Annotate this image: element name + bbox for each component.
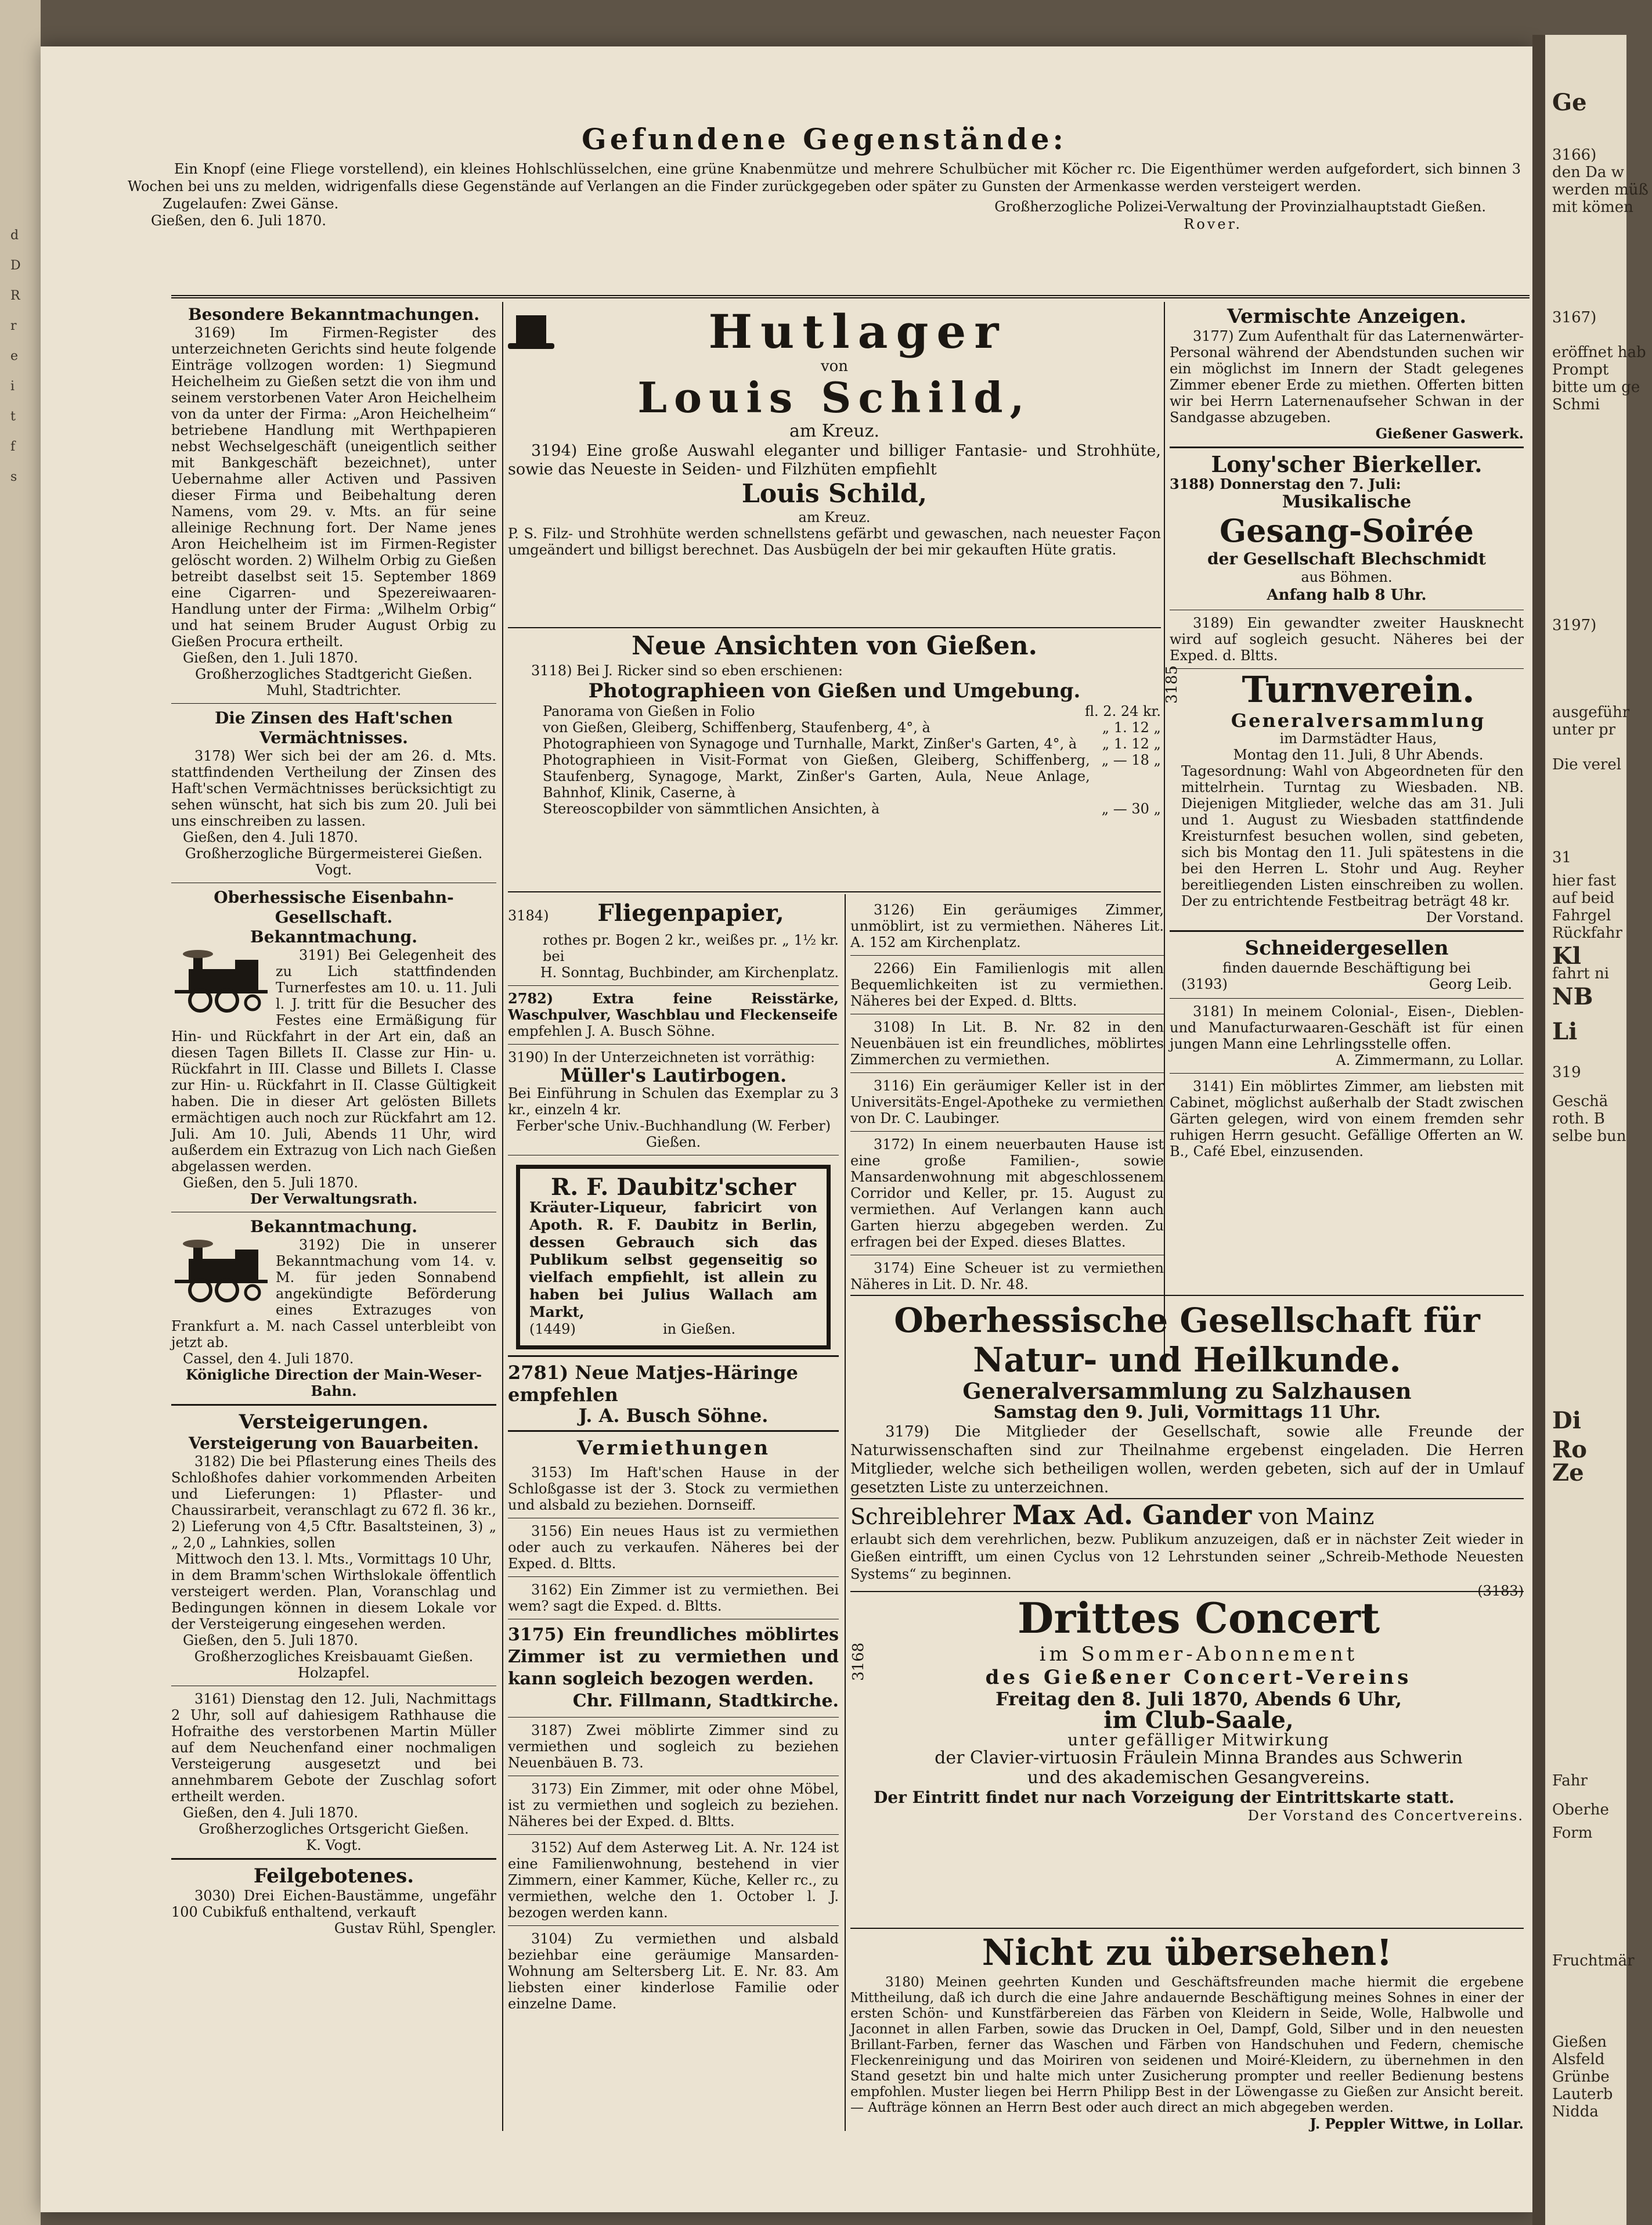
concert-line-9: Der Vorstand des Concertvereins. xyxy=(1247,1808,1524,1824)
auction-3161-name: K. Vogt. xyxy=(306,1837,362,1853)
next-page-fragment: Fahr xyxy=(1552,1772,1588,1790)
for-sale-3030-name: Gustav Rühl, Spengler. xyxy=(334,1920,496,1936)
found-items-text: Ein Knopf (eine Fliege vorstellend), ein kleines Hohlschlüsselchen, eine grüne Knabenmütze und mehrere Schulbücher mit Köcher rc. Die Eigenthümer werden aufgefordert, sich binnen 3 Wochen bei uns zu melden, widrigenfalls diese Gegenstände auf Verlangen an die Finder zurückgegeben oder später zu Gunsten der Armenkasse werden versteigert werden. xyxy=(128,161,1521,195)
next-page-fragment: auf beid xyxy=(1552,890,1615,907)
bierkeller-date: 3188) Donnerstag den 7. Juli: xyxy=(1170,476,1401,492)
rule xyxy=(508,1834,839,1835)
rule xyxy=(850,1131,1164,1132)
auction-3182-name: Holzapfel. xyxy=(298,1665,370,1681)
auction-3161-date: Gießen, den 4. Juli 1870. xyxy=(183,1805,358,1821)
concert-line-5: unter gefälliger Mitwirkung xyxy=(1067,1730,1330,1749)
hutlager-signature: Louis Schild, xyxy=(741,479,928,509)
next-page-fragment: Li xyxy=(1552,1018,1578,1045)
rental-item: 3156) Ein neues Haus ist zu vermiethen oder auch zu verkaufen. Näheres bei der Exped. d. Bltts. xyxy=(508,1523,839,1572)
society-when: Samstag den 9. Juli, Vormittags 11 Uhr. xyxy=(993,1402,1381,1423)
haft-signer: Großherzogliche Bürgermeisterei Gießen. xyxy=(185,845,483,862)
column-2 xyxy=(508,897,839,2128)
hutlager-text: 3194) Eine große Auswahl eleganter und billiger Fantasie- und Strohhüte, sowie das Neueste in Seiden- und Filzhüten empfiehlt xyxy=(508,442,1161,478)
next-page-fragment: Rückfahr xyxy=(1552,924,1622,942)
locomotive-icon xyxy=(171,1239,270,1303)
lautir-text: 3190) In der Unterzeichneten ist vorräthig: xyxy=(508,1049,816,1065)
header-rule xyxy=(171,295,1530,298)
tailor-title: Schneidergesellen xyxy=(1245,937,1449,960)
mainweser-text: 3192) Die in unserer Bekanntmachung vom 14. v. M. für jeden Sonnabend angekündigte Beförderung eines Extrazuges von Frankfurt a. M. nach Cassel unterbleibt von jetzt ab. xyxy=(171,1237,496,1351)
next-page-fragment: Grünbe xyxy=(1552,2068,1610,2086)
gander-post: von Mainz xyxy=(1258,1504,1375,1529)
flypaper-name: H. Sonntag, Buchbinder, am Kirchenplatz. xyxy=(540,964,839,981)
next-page-fragment: Ze xyxy=(1552,1459,1584,1486)
next-page-fragment: Di xyxy=(1552,1407,1581,1434)
column-rule-1 xyxy=(502,302,503,2131)
bierkeller-title: Lony'scher Bierkeller. xyxy=(1211,451,1483,477)
column-3 xyxy=(850,897,1164,1292)
next-page-fragment: selbe bun xyxy=(1552,1128,1626,1145)
price-value: „ 1. 12 „ xyxy=(1102,719,1161,736)
starch-name: empfehlen J. A. Busch Söhne. xyxy=(508,1023,716,1039)
rental-item: 2266) Ein Familienlogis mit allen Bequemlichkeiten ist zu vermiethen. Näheres bei der Exped. d. Bltts. xyxy=(850,960,1164,1009)
rule xyxy=(850,955,1164,956)
rental-3175: 3175) Ein freundliches möblirtes Zimmer ist zu vermiethen und kann sogleich bezogen werden. xyxy=(508,1625,839,1689)
next-page-fragment: mit kömen xyxy=(1552,199,1633,216)
turnverein-number: 3185 xyxy=(1163,665,1181,704)
price-value: „ — 30 „ xyxy=(1101,801,1161,817)
dyeing-name: J. Peppler Wittwe, in Lollar. xyxy=(1310,2115,1524,2132)
misc-ad-3181-name: A. Zimmermann, zu Lollar. xyxy=(1336,1052,1524,1068)
next-page-fragment: 3197) xyxy=(1552,617,1597,634)
concert-line-3: Freitag den 8. Juli 1870, Abends 6 Uhr, xyxy=(995,1688,1402,1710)
society-sub: Generalversammlung zu Salzhausen xyxy=(962,1378,1412,1404)
turnverein-name: Der Vorstand. xyxy=(1426,909,1524,926)
rule xyxy=(850,1928,1524,1929)
newspaper-page xyxy=(41,46,1532,2212)
rental-item: 3187) Zwei möblirte Zimmer sind zu vermiethen und sogleich zu beziehen Neuenbäuen B. 73. xyxy=(508,1722,839,1771)
binding-letter: R xyxy=(10,289,20,303)
rental-item: 3162) Ein Zimmer ist zu vermiethen. Bei wem? sagt die Exped. d. Bltts. xyxy=(508,1582,839,1614)
misc-ad-3181: 3181) In meinem Colonial-, Eisen-, Dieblen- und Manufacturwaaren-Geschäft ist für einen jungen Mann eine Lehrlingsstelle offen. xyxy=(1170,1003,1524,1052)
next-page-fragment: Prompt xyxy=(1552,361,1609,379)
views-ad xyxy=(508,630,1161,891)
for-sale-title: Feilgebotenes. xyxy=(253,1864,414,1888)
hutlager-title: Hutlager xyxy=(708,304,1007,359)
views-intro: 3118) Bei J. Ricker sind so eben erschienen: xyxy=(531,663,843,679)
concert-line-2: des Gießener Concert-Vereins xyxy=(985,1666,1412,1689)
next-page-fragment: Lauterb xyxy=(1552,2086,1613,2103)
next-page-fragment: Fahrgel xyxy=(1552,907,1611,924)
concert-line-6: der Clavier-virtuosin Fräulein Minna Brandes aus Schwerin xyxy=(935,1748,1463,1768)
next-page-fragment: Schmi xyxy=(1552,396,1600,413)
next-page-fragment: bitte um ge xyxy=(1552,379,1640,396)
flypaper-title: Fliegenpapier, xyxy=(597,899,784,927)
hutlager-place: am Kreuz. xyxy=(789,421,880,441)
next-page-fragment: hier fast xyxy=(1552,872,1617,890)
auctions-subtitle: Versteigerung von Bauarbeiten. xyxy=(188,1434,479,1453)
rental-item: 3108) In Lit. B. Nr. 82 in den Neuenbäuen ist ein freundliches, möblirtes Zimmerchen zu vermiethen. xyxy=(850,1019,1164,1068)
announcement-3169-name: Muhl, Stadtrichter. xyxy=(266,682,402,699)
views-price-list xyxy=(508,703,1161,817)
binding-letter: e xyxy=(10,349,19,363)
misc-ad-3189: 3189) Ein gewandter zweiter Hausknecht wird auf sogleich gesucht. Näheres bei der Exped. d. Bltts. xyxy=(1170,615,1524,664)
misc-ad-3177-name: Gießener Gaswerk. xyxy=(1375,425,1524,442)
bierkeller-sub: Musikalische xyxy=(1282,492,1412,512)
rental-item: 3173) Ein Zimmer, mit oder ohne Möbel, ist zu vermiethen und sogleich zu beziehen. Näheres bei der Exped. d. Bltts. xyxy=(508,1781,839,1830)
binding-letter: s xyxy=(10,470,17,484)
next-page-fragment: Geschä xyxy=(1552,1093,1608,1110)
daubitz-number: (1449) xyxy=(529,1321,576,1337)
misc-ad-3177: 3177) Zum Aufenthalt für das Laternenwärter-Personal während der Abendstunden suchen wir ein möglichst im Innern der Stadt gelegenes Zimmer ebener Erde zu miethen. Offerten bitten wir bei Herrn Laternenaufseher Schwan in der Sandgasse abzugeben. xyxy=(1170,328,1524,426)
auction-3182-signer: Großherzogliches Kreisbauamt Gießen. xyxy=(194,1648,474,1665)
price-label: Photographieen von Synagoge und Turnhalle, Markt, Zinßer's Garten, 4°, à xyxy=(543,736,1077,752)
herring-text: 2781) Neue Matjes-Häringe empfehlen xyxy=(508,1362,798,1406)
misc-ads-title: Vermischte Anzeigen. xyxy=(1227,305,1467,328)
next-page-strip xyxy=(1544,35,1649,2225)
next-page-fragment: Fruchtmär xyxy=(1552,1952,1635,1970)
turnverein-when: Montag den 11. Juli, 8 Uhr Abends. xyxy=(1233,747,1484,763)
next-page-fragment: Nidda xyxy=(1552,2103,1599,2120)
next-page-fragment: Oberhe xyxy=(1552,1801,1609,1819)
next-page-fragment: fahrt ni xyxy=(1552,965,1610,982)
turnverein-title: Turnverein. xyxy=(1242,668,1475,711)
haft-title: Die Zinsen des Haft'schen Vermächtnisses. xyxy=(215,708,453,747)
railway-text: 3191) Bei Gelegenheit des zu Lich stattfindenden Turnerfestes am 10. u. 11. Juli l. J. tritt für die Besucher des Festes eine Ermäßigung für Hin- und Rückfahrt in der Art ein, daß an diesen Tagen Billets II. Classe zur Hin- u. Rückfahrt in III. Classe und Billets I. Classe zur Hin- u. Rückfahrt in II. Classe Gültigkeit haben. Die in dieser Art gelösten Billets ermächtigen auch noch zur Rückfahrt am 12. Juli. Am 10. Juli, Abends 11 Uhr, wird außerdem ein Extrazug von Lich nach Gießen abgelassen werden. xyxy=(171,947,496,1175)
bierkeller-line: der Gesellschaft Blechschmidt xyxy=(1207,549,1486,568)
rule xyxy=(850,1591,1524,1592)
concert-line-4: im Club-Saale, xyxy=(1103,1706,1294,1734)
price-value: fl. 2. 24 kr. xyxy=(1085,703,1161,719)
rentals-list-c xyxy=(850,902,1164,1292)
society-title: Oberhessische Gesellschaft für Natur- und Heilkunde. xyxy=(894,1301,1480,1380)
turnverein-sub: Generalversammlung xyxy=(1231,710,1486,732)
writing-teacher-ad xyxy=(850,1499,1524,1599)
top-hat-icon xyxy=(508,313,554,354)
price-label: Stereoscopbilder von sämmtlichen Ansichten, à xyxy=(543,801,880,817)
next-page-fragment: werden müß xyxy=(1552,181,1649,199)
rule xyxy=(850,1072,1164,1073)
price-row xyxy=(543,703,1161,719)
auction-3182: 3182) Die bei Pflasterung eines Theils des Schloßhofes dahier vorkommenden Arbeiten und Lieferungen: 1) Pflaster- und Chaussirarbeit, veranschlagt zu 672 fl. 36 kr., 2) Lieferung von 4,5 Cftr. Basaltsteinen, 3) „ „ 2,0 „ Lahnkies, sollen xyxy=(171,1453,496,1551)
society-text: 3179) Die Mitglieder der Gesellschaft, sowie alle Freunde der Naturwissenschaften sind zur Theilnahme ergebenst eingeladen. Die Herren Mitglieder, welche sich betheiligen wollen, werden gebeten, sich auf der in Umlauf gesetzten Liste zu unterzeichnen. xyxy=(850,1423,1524,1496)
price-row xyxy=(543,752,1161,801)
concert-title: Drittes Concert xyxy=(1017,1593,1380,1643)
rule xyxy=(508,1925,839,1926)
concert-line-1: im Sommer-Abonnement xyxy=(1039,1643,1358,1666)
auction-3161-signer: Großherzogliches Ortsgericht Gießen. xyxy=(199,1821,469,1837)
next-page-fragment: Ge xyxy=(1552,89,1587,116)
tailor-name: Georg Leib. xyxy=(1429,976,1512,992)
binding-letter: i xyxy=(10,379,15,394)
rentals-list-a xyxy=(508,1464,839,1614)
next-page-fragment: eröffnet hab xyxy=(1552,344,1646,361)
found-items-signer: Großherzogliche Polizei-Verwaltung der Provinzialhauptstadt Gießen. xyxy=(994,199,1486,215)
rentals-list-b xyxy=(508,1717,839,2012)
next-page-fragment: Ro xyxy=(1552,1436,1587,1463)
rule xyxy=(850,1295,1524,1296)
hutlager-name: Louis Schild, xyxy=(637,373,1031,422)
locomotive-icon xyxy=(171,949,270,1013)
announcements-title: Besondere Bekanntmachungen. xyxy=(187,305,480,324)
announcement-3169: 3169) Im Firmen-Register des unterzeichneten Gerichts sind heute folgende Einträge vollzogen worden: 1) Siegmund Heichelheim zu Gießen setzt die von ihm und seinem verstorbenen Vater Aron Heichelheim von da unter der Firma: „Aron Heichelheim“ betriebene Handlung mit Werthpapieren nebst Wechselgeschäft (uneigentlich seither mit Bankgeschäft bezeichnet), unter Uebernahme aller Activen und Passiven dieser Firma und Beibehaltung deren Namens, vom 29. v. Mts. an für seine alleinige Rechnung fort. Der Name jenes Aron Heichelheim ist im Firmen-Register gelöscht worden. 2) Wilhelm Orbig zu Gießen betreibt daselbst seit 15. September 1869 eine Cigarren- und Spezereiwaaren-Handlung unter der Firma: „Wilhelm Orbig“ und hat seinem Bruder August Orbig zu Gießen Procura ertheilt. xyxy=(171,325,496,650)
next-page-fragment: roth. B xyxy=(1552,1110,1605,1128)
column-4 xyxy=(1163,305,1524,1367)
railway-date: Gießen, den 5. Juli 1870. xyxy=(183,1175,358,1191)
price-row xyxy=(543,719,1161,736)
price-label: von Gießen, Gleiberg, Schiffenberg, Staufenberg, 4°, à xyxy=(543,719,930,736)
dyeing-text: 3180) Meinen geehrten Kunden und Geschäftsfreunden mache hiermit die ergebene Mittheilung, daß ich durch die eine Jahre andauernde Beschäftigung meines Sohnes in einer der ersten Schön- und Kunstfärbereien das Färben von Kleidern in Seide, Wolle, Halbwolle und Jaconnet in allen Farben, sowie das Drucken in Oel, Dampf, Gold, Silber und in den neuesten Brillant-Farben, ferner das Waschen und Färben von Handschuhen und Federn, chemische Fleckenreinigung und das Moiriren von seidenen und Moiré-Kleidern, zu übernehmen in den Stand gesetzt bin und halte mich unter Zusicherung prompter und reeller Bedienung bestens empfohlen. Muster liegen bei Herrn Philipp Best in der Löwengasse zu Gießen zur Ansicht bereit. — Aufträge können an Herrn Best oder auch direct an mich abgegeben werden. xyxy=(850,1975,1524,2115)
mainweser-signer: Königliche Direction der Main-Weser-Bahn. xyxy=(185,1366,482,1399)
price-row xyxy=(543,736,1161,752)
rental-3175-name: Chr. Fillmann, Stadtkirche. xyxy=(572,1691,839,1711)
flypaper-number: 3184) xyxy=(508,908,549,924)
dyeing-ad xyxy=(850,1931,1524,2145)
rule xyxy=(508,1576,839,1577)
misc-ad-3141: 3141) Ein möblirtes Zimmer, am liebsten mit Cabinet, möglichst außerhalb der Stadt zwischen Gärten gelegen, wird von einem fremden sehr ruhigen Herrn gesucht. Gefällige Offerten an W. B., Café Ebel, einzusenden. xyxy=(1170,1078,1524,1160)
tailor-text: finden dauernde Beschäftigung bei xyxy=(1222,960,1471,976)
rental-item: 3174) Eine Scheuer ist zu vermiethen Näheres in Lit. D. Nr. 48. xyxy=(850,1260,1164,1292)
haft-date: Gießen, den 4. Juli 1870. xyxy=(183,829,358,845)
haft-name: Vogt. xyxy=(315,862,352,878)
rental-item: 3126) Ein geräumiges Zimmer, unmöblirt, ist zu vermiethen. Näheres Lit. A. 152 am Kirchenplatz. xyxy=(850,902,1164,951)
views-subtitle: Photographieen von Gießen und Umgebung. xyxy=(588,679,1081,703)
herring-name: J. A. Busch Söhne. xyxy=(578,1405,769,1427)
railway-title: Oberhessische Eisenbahn-Gesellschaft. xyxy=(214,888,454,927)
gander-name: Max Ad. Gander xyxy=(1012,1499,1252,1531)
auctions-title: Versteigerungen. xyxy=(239,1410,429,1434)
railway-signer: Der Verwaltungsrath. xyxy=(250,1190,418,1207)
turnverein-place: im Darmstädter Haus, xyxy=(1279,730,1437,747)
binding-letter: t xyxy=(10,409,16,424)
next-page-fragment: ausgeführ xyxy=(1552,704,1630,721)
found-items-date: Gießen, den 6. Juli 1870. xyxy=(151,213,326,229)
found-items-name: Rover. xyxy=(1184,216,1242,232)
next-page-fragment: 31 xyxy=(1552,849,1572,866)
found-items-geese: Zugelaufen: Zwei Gänse. xyxy=(163,196,339,212)
hutlager-ad xyxy=(508,305,1161,630)
rule xyxy=(508,627,1161,628)
binding-letter: f xyxy=(10,440,16,454)
auction-3161: 3161) Dienstag den 12. Juli, Nachmittags 2 Uhr, soll auf dahiesigem Rathhause die Hofraithe des verstorbenen Martin Müller auf dem Neuchenfand einer nochmaligen Versteigerung ausgesetzt und bei annehmbarem Gebote der Zuschlag sofort ertheilt werden. xyxy=(171,1691,496,1805)
column-rule-3 xyxy=(1164,302,1165,1359)
auction-3182-date: Gießen, den 5. Juli 1870. xyxy=(183,1632,358,1648)
haft-text: 3178) Wer sich bei der am 26. d. Mts. stattfindenden Vertheilung der Zinsen des Haft'schen Vermächtnisses berücksichtigt zu sehen wünscht, hat sich bis zum 20. Juli bei uns einschreiben zu lassen. xyxy=(171,748,496,829)
rule xyxy=(508,891,1161,892)
next-page-fragment: den Da w xyxy=(1552,164,1624,181)
hutlager-von: von xyxy=(820,358,849,375)
lautir-name: Ferber'sche Univ.-Buchhandlung (W. Ferber) Gießen. xyxy=(515,1118,831,1150)
price-value: „ 1. 12 „ xyxy=(1102,736,1161,752)
dyeing-title: Nicht zu übersehen! xyxy=(982,1931,1393,1974)
next-page-fragment: Kl xyxy=(1552,942,1581,970)
gander-text: erlaubt sich dem verehrlichen, bezw. Publikum anzuzeigen, daß er in nächster Zeit wieder in Gießen eintrifft, um einen Cyclus von 12 Lehrstunden seiner „Schreib-Methode Neuesten Systems“ zu beginnen. xyxy=(850,1531,1524,1582)
rental-item: 3116) Ein geräumiger Keller ist in der Universitäts-Engel-Apotheke zu vermiethen von Dr. C. Laubinger. xyxy=(850,1078,1164,1126)
announcement-3169-signer: Großherzogliches Stadtgericht Gießen. xyxy=(195,666,472,682)
binding-edge xyxy=(0,0,41,2225)
auction-3182-when: Mittwoch den 13. l. Mts., Vormittags 10 Uhr, xyxy=(175,1551,492,1567)
daubitz-ad-box xyxy=(516,1165,831,1349)
railway-subtitle: Bekanntmachung. xyxy=(250,927,417,946)
price-value: „ — 18 „ xyxy=(1101,752,1161,768)
hutlager-postscript: P. S. Filz- und Strohhüte werden schnellstens gefärbt und gewaschen, nach neuester Façon umgeändert und billigst berechnet. Das Ausbügeln der bei mir gekauften Hüte gratis. xyxy=(508,525,1161,558)
next-page-fragment: Form xyxy=(1552,1824,1593,1842)
rental-item: 3104) Zu vermiethen und alsbald beziehbar eine geräumige Mansarden-Wohnung am Seltersberg Lit. E. Nr. 83. Am liebsten einer kinderlose Familie oder einzelne Dame. xyxy=(508,1931,839,2012)
column-1 xyxy=(171,305,496,2151)
auction-3182-text2: in dem Bramm'schen Wirthslokale öffentlich versteigert werden. Plan, Voranschlag und Bedingungen können in diesem Lokale vor der Versteigerung eingesehen werden. xyxy=(171,1567,496,1632)
lautir-text2: Bei Einführung in Schulen das Exemplar zu 3 kr., einzeln 4 kr. xyxy=(508,1085,839,1118)
binding-letter: D xyxy=(10,258,21,273)
price-row xyxy=(543,801,1161,817)
for-sale-3030: 3030) Drei Eichen-Baustämme, ungefähr 100 Cubikfuß enthaltend, verkauft xyxy=(171,1888,496,1920)
next-page-fragment: Die verel xyxy=(1552,756,1622,773)
starch-text: 2782) Extra feine Reisstärke, Waschpulver, Waschblau und Fleckenseife xyxy=(508,990,839,1023)
gander-number: (3183) xyxy=(1477,1583,1524,1599)
daubitz-title: R. F. Daubitz'scher xyxy=(550,1173,796,1201)
rule xyxy=(508,1717,839,1718)
binding-edge-letters xyxy=(10,221,34,492)
next-page-fragment: 3167) xyxy=(1552,309,1597,326)
tailor-number: (3193) xyxy=(1181,976,1228,992)
found-items-section xyxy=(128,122,1521,314)
next-page-fragment: Alsfeld xyxy=(1552,2051,1605,2068)
rentals-title: Vermiethungen xyxy=(576,1436,770,1460)
column-rule-2 xyxy=(845,894,846,2131)
concert-number: 3168 xyxy=(850,1642,867,1681)
bierkeller-soiree: Gesang-Soirée xyxy=(1220,512,1474,549)
price-label: Photographieen in Visit-Format von Gießen, Gleiberg, Schiffenberg, Staufenberg, Synagoge, Markt, Zinßer's Garten, Aula, Neue Anlage, Bahnhof, Klinik, Caserne, à xyxy=(543,752,1090,801)
bierkeller-place: aus Böhmen. xyxy=(1301,569,1393,585)
views-title: Neue Ansichten von Gießen. xyxy=(632,631,1037,661)
turnverein-text: Tagesordnung: Wahl von Abgeordneten für den mittelrhein. Turntag zu Wiesbaden. NB. Diejenigen Mitglieder, welche das am 31. Juli und 1. August zu Wiesbaden stattfindende Kreisturnfest besuchen wollen, sind gebeten, sich bis Montag den 11. Juli spätestens in die bei den Herren L. Stohr und Aug. Reyher bereitliegenden Listen einschreiben zu wollen. Der zu entrichtende Festbeitrag beträgt 48 kr. xyxy=(1181,763,1524,909)
binding-letter: r xyxy=(10,319,17,333)
next-page-fragment: NB xyxy=(1552,983,1593,1010)
daubitz-text: Kräuter-Liqueur, fabricirt von Apoth. R. F. Daubitz in Berlin, dessen Gebrauch sich das Publikum selbst gegenseitig so vielfach empfiehlt, ist allein zu haben bei Julius Wallach am Markt, xyxy=(529,1199,817,1320)
hutlager-signature-place: am Kreuz. xyxy=(798,509,871,525)
gander-pre: Schreiblehrer xyxy=(850,1504,1005,1529)
announcement-3169-date: Gießen, den 1. Juli 1870. xyxy=(183,650,358,666)
found-items-title: Gefundene Gegenstände: xyxy=(582,122,1067,156)
mainweser-title: Bekanntmachung. xyxy=(250,1217,417,1236)
binding-letter: d xyxy=(10,228,19,243)
next-page-fragment: unter pr xyxy=(1552,721,1616,739)
next-page-fragment: Gießen xyxy=(1552,2033,1607,2051)
rental-item: 3153) Im Haft'schen Hause in der Schloßgasse ist der 3. Stock zu vermiethen und alsbald zu beziehen. Dornseiff. xyxy=(508,1464,839,1513)
mainweser-date: Cassel, den 4. Juli 1870. xyxy=(183,1351,354,1367)
concert-ad xyxy=(850,1594,1524,1925)
next-page-fragment: 3166) xyxy=(1552,146,1597,164)
bierkeller-time: Anfang halb 8 Uhr. xyxy=(1267,586,1427,604)
price-label: Panorama von Gießen in Folio xyxy=(543,703,755,719)
lautir-title: Müller's Lautirbogen. xyxy=(560,1064,787,1086)
next-page-fragment: 319 xyxy=(1552,1064,1581,1081)
daubitz-place: in Gießen. xyxy=(663,1321,736,1337)
rental-item: 3152) Auf dem Asterweg Lit. A. Nr. 124 ist eine Familienwohnung, bestehend in vier Zimmern, einer Kammer, Küche, Keller rc., zu vermiethen, welche den 1. October l. J. bezogen werden kann. xyxy=(508,1839,839,1921)
flypaper-text: rothes pr. Bogen 2 kr., weißes pr. „ 1½ kr. bei xyxy=(543,932,839,964)
concert-line-7: und des akademischen Gesangvereins. xyxy=(1027,1767,1370,1788)
natural-history-society-ad xyxy=(850,1301,1524,1521)
concert-line-8: Der Eintritt findet nur nach Vorzeigung der Eintrittskarte statt. xyxy=(874,1788,1455,1807)
rental-item: 3172) In einem neuerbauten Hause ist eine große Familien-, sowie Mansardenwohnung mit abgeschlossenem Corridor und Keller, pr. 15. August zu vermiethen. Auf Verlangen kann auch Garten hierzu abgegeben werden. Zu erfragen bei der Exped. dieses Blattes. xyxy=(850,1136,1164,1250)
